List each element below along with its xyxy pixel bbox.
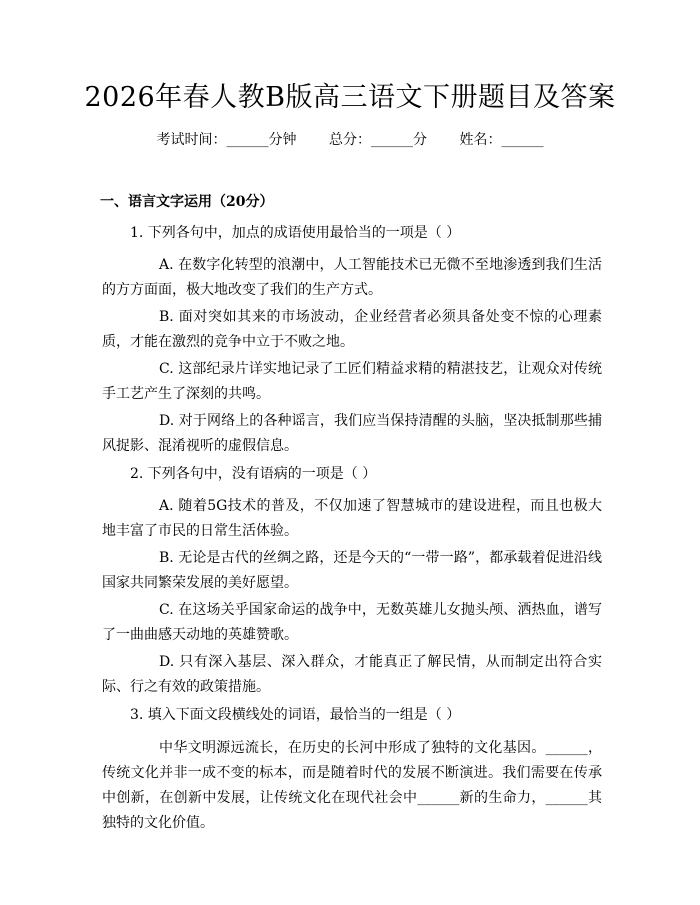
document-title: 2026年春人教B版高三语文下册题目及答案 [84, 82, 616, 113]
question-2-option-d: D. 只有深入基层、深入群众，才能真正了解民情，从而制定出符合实际、行之有效的政策措施。 [102, 654, 602, 695]
question-2-option-c: C. 在这场关乎国家命运的战争中，无数英雄儿女抛头颅、洒热血，谱写了一曲曲感天动地的英雄赞歌。 [102, 602, 602, 643]
total-score-field: 总分：______分 [329, 132, 427, 148]
question-1-option-a: A. 在数字化转型的浪潮中，人工智能技术已无微不至地渗透到我们生活的方方面面，极大地改变了我们的生产方式。 [102, 257, 602, 298]
question-1-option-b: B. 面对突如其来的市场波动，企业经营者必须具备处变不惊的心理素质，才能在激烈的竞争中立于不败之地。 [102, 309, 602, 350]
question-1-option-d: D. 对于网络上的各种谣言，我们应当保持清醒的头脑，坚决抵制那些捕风捉影、混淆视听的虚假信息。 [102, 413, 602, 454]
question-1-stem: 1. 下列各句中，加点的成语使用最恰当的一项是（ ） [130, 225, 461, 241]
question-3-stem: 3. 填入下面文段横线处的词语，最恰当的一组是（ ） [130, 707, 461, 723]
question-3-passage: 中华文明源远流长，在历史的长河中形成了独特的文化基因。______，传统文化并非一成不变的标本，而是随着时代的发展不断演进。我们需要在传承中创新，在创新中发展，让传统文化在现代社会中______新的生命力，______其独特的文化价值。 [102, 740, 602, 831]
question-2-option-b: B. 无论是古代的丝绸之路，还是今天的“一带一路”，都承载着促进沿线国家共同繁荣发展的美好愿望。 [102, 550, 602, 591]
question-2-stem: 2. 下列各句中，没有语病的一项是（ ） [130, 466, 377, 482]
section-heading: 一、语言文字运用（20分） [100, 194, 274, 210]
exam-time-field: 考试时间：______分钟 [156, 132, 297, 148]
question-2-option-a: A. 随着5G技术的普及，不仅加速了智慧城市的建设进程，而且也极大地丰富了市民的日常生活体验。 [102, 498, 602, 539]
student-name-field: 姓名：______ [459, 132, 544, 148]
exam-meta [0, 128, 700, 152]
question-1-option-c: C. 这部纪录片详实地记录了工匠们精益求精的精湛技艺，让观众对传统手工艺产生了深刻的共鸣。 [102, 361, 602, 402]
